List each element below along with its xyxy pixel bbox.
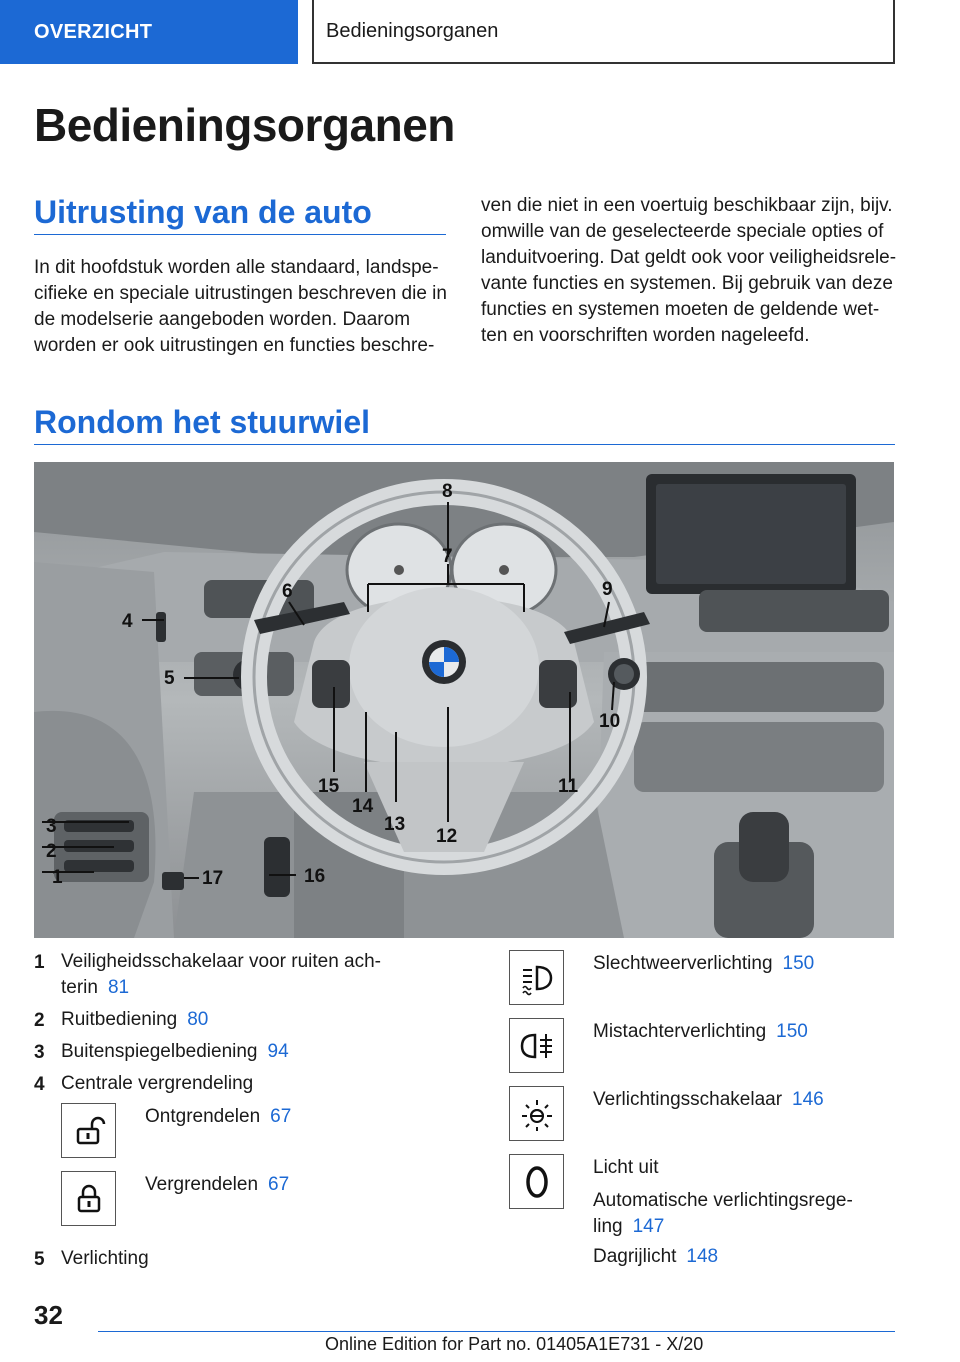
callout-10: 10 <box>599 711 621 732</box>
callout-6: 6 <box>282 581 293 602</box>
page-title: Bedieningsorganen <box>34 99 455 151</box>
legend-item <box>61 1246 149 1272</box>
legend-text: Vergrendelen <box>145 1174 259 1195</box>
legend-number: 3 <box>34 1042 45 1063</box>
legend-item <box>61 1039 289 1065</box>
page-reference-link[interactable]: 146 <box>792 1089 824 1110</box>
intro-paragraph-col1 <box>34 255 447 359</box>
intro-paragraph-col2 <box>481 193 896 349</box>
page-reference-link[interactable]: 150 <box>782 953 815 974</box>
section-heading-steering-wheel: Rondom het stuurwiel <box>34 404 370 440</box>
page-number: 32 <box>34 1300 63 1330</box>
legend-item <box>593 1019 808 1045</box>
legend-item <box>145 1172 289 1198</box>
legend-text: Mistachterverlichting <box>593 1021 767 1042</box>
page-reference-link[interactable]: 94 <box>267 1041 289 1062</box>
callout-16: 16 <box>304 866 326 887</box>
text-line: ven die niet in een voertuig beschikbaar zijn, bijv. <box>481 195 893 216</box>
legend-item <box>593 1188 853 1240</box>
section-rule <box>34 444 895 445</box>
callout-13: 13 <box>384 814 406 835</box>
text-line: cifieke en speciale uitrustingen beschreven die in <box>34 283 447 304</box>
text-line: omwille van de geselecteerde speciale opties of <box>481 221 884 242</box>
unlock-icon <box>61 1103 116 1158</box>
text-line: In dit hoofdstuk worden alle standaard, landspe- <box>34 257 439 278</box>
lighting-switch-icon <box>509 1086 564 1141</box>
rear-fog-light-icon <box>509 1018 564 1073</box>
text-line: ten en voorschriften worden nageleefd. <box>481 325 810 346</box>
legend-text: Veiligheidsschakelaar voor ruiten ach- <box>61 951 382 972</box>
page-reference-link[interactable]: 150 <box>776 1021 808 1042</box>
text-line: landuitvoering. Dat geldt ook voor veiligheidsrele- <box>481 247 897 268</box>
callout-8: 8 <box>442 481 453 502</box>
legend-item <box>593 1087 824 1113</box>
legend-number: 1 <box>34 952 45 973</box>
footer-rule <box>98 1331 895 1332</box>
page-reference-link[interactable]: 80 <box>187 1009 209 1030</box>
callout-4: 4 <box>122 611 133 632</box>
callout-15: 15 <box>318 776 340 797</box>
section-rule <box>34 234 446 235</box>
legend-text: Slechtweerverlichting <box>593 953 773 974</box>
legend-text: terin <box>61 977 98 998</box>
section-tab[interactable]: OVERZICHT <box>0 0 298 64</box>
legend-item <box>593 1244 718 1270</box>
chapter-header <box>312 0 895 64</box>
text-line: de modelserie aangeboden worden. Daarom <box>34 309 411 330</box>
legend-text: Automatische verlichtingsrege- <box>593 1190 853 1211</box>
lights-off-icon <box>509 1154 564 1209</box>
legend-text: Verlichtingsschakelaar <box>593 1089 783 1110</box>
page-reference-link[interactable]: 81 <box>107 977 130 998</box>
legend-text: Centrale vergrendeling <box>61 1073 254 1094</box>
callout-11: 11 <box>558 776 579 797</box>
cockpit-illustration <box>34 462 894 938</box>
page-reference-link[interactable]: 148 <box>686 1246 719 1267</box>
callout-14: 14 <box>352 796 374 817</box>
footer-text: Online Edition for Part no. 01405A1E731 - X/20 <box>325 1334 704 1354</box>
callout-17: 17 <box>202 868 224 889</box>
callout-12: 12 <box>436 826 458 847</box>
legend-number: 4 <box>34 1074 45 1095</box>
text-line: vante functies en systemen. Bij gebruik van deze <box>481 273 893 294</box>
legend-number: 5 <box>34 1249 45 1270</box>
rear-fog-light-icon <box>509 950 564 1005</box>
legend-item <box>593 951 814 977</box>
legend-text: Ontgrendelen <box>145 1106 261 1127</box>
legend-text: Dagrijlicht <box>593 1246 677 1267</box>
legend-item <box>61 1007 208 1033</box>
callout-3: 3 <box>46 816 57 837</box>
text-line: worden er ook uitrustingen en functies beschre- <box>34 335 435 356</box>
lock-icon <box>61 1171 116 1226</box>
legend-text: Ruitbediening <box>61 1009 178 1030</box>
legend-item <box>61 949 381 1001</box>
legend-item <box>61 1071 253 1097</box>
callout-5: 5 <box>164 668 175 689</box>
legend-item <box>145 1104 291 1130</box>
legend-number: 2 <box>34 1010 45 1031</box>
callout-9: 9 <box>602 579 613 600</box>
page-reference-link[interactable]: 67 <box>268 1174 290 1195</box>
legend-text: ling <box>593 1216 623 1237</box>
callout-1: 1 <box>52 867 63 888</box>
section-heading-equipment: Uitrusting van de auto <box>34 194 372 230</box>
legend-text: Verlichting <box>61 1248 149 1269</box>
legend-item <box>593 1155 658 1181</box>
callout-7: 7 <box>442 546 453 567</box>
chapter-title: Bedieningsorganen <box>326 19 499 42</box>
legend-text: Licht uit <box>593 1157 659 1178</box>
text-line: functies en systemen moeten de geldende wet- <box>481 299 880 320</box>
legend-text: Buitenspiegelbediening <box>61 1041 258 1062</box>
callout-2: 2 <box>46 841 57 862</box>
page-reference-link[interactable]: 147 <box>632 1216 665 1237</box>
page-reference-link[interactable]: 67 <box>270 1106 292 1127</box>
